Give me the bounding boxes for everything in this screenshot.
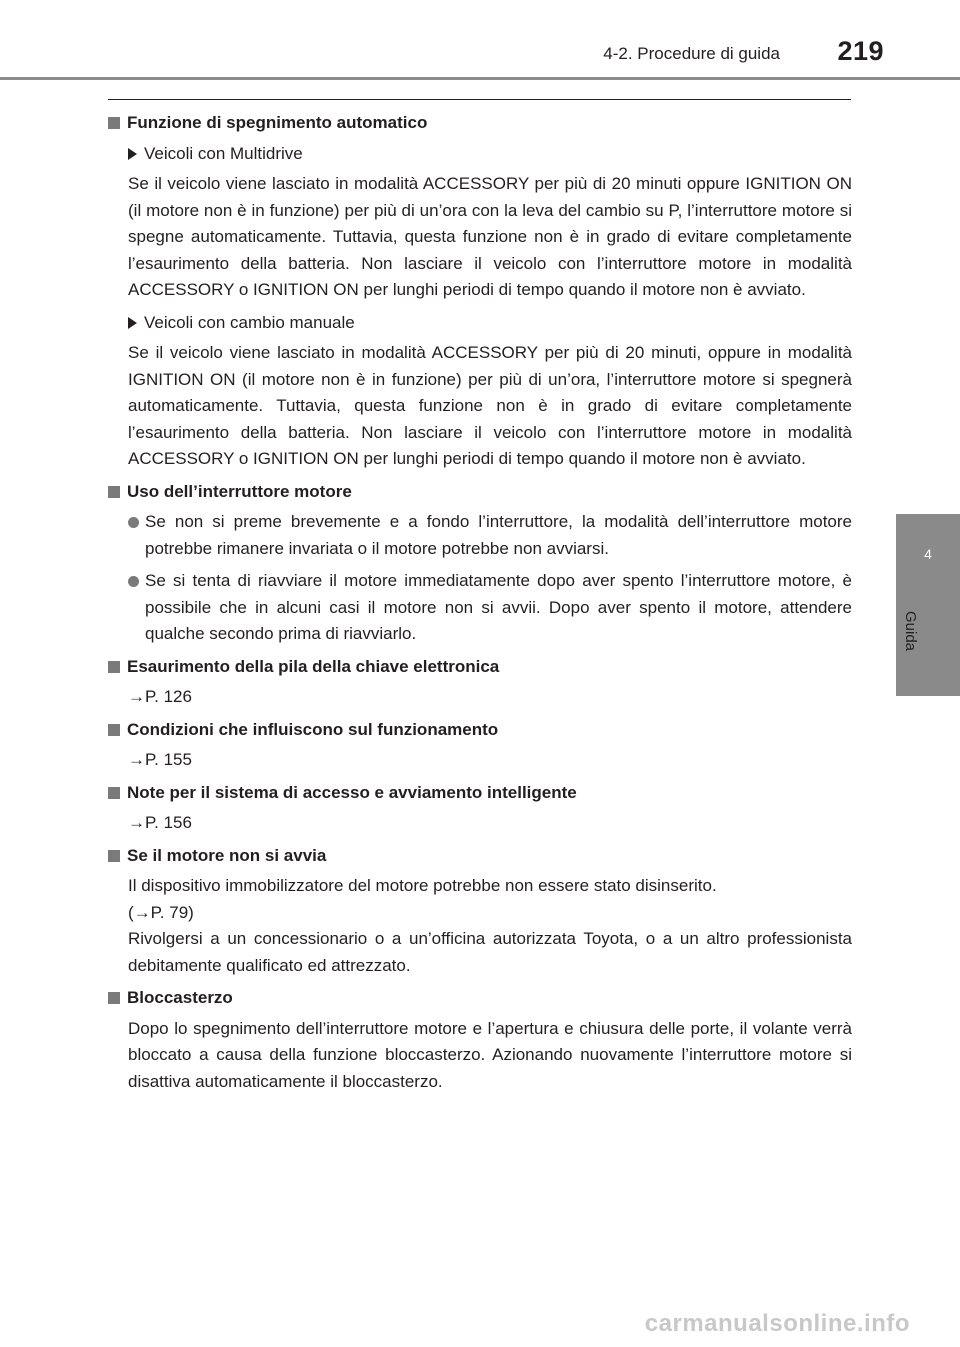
section-switch-use: [108, 479, 852, 648]
section-no-start: [108, 843, 852, 980]
paragraph: Il dispositivo immobilizzatore del motore potrebbe non essere stato disinserito.: [128, 876, 717, 895]
section-steering-lock: [108, 985, 852, 1095]
bullet-item: [108, 568, 852, 648]
header-rule: [0, 77, 960, 80]
square-bullet-icon: [108, 117, 120, 129]
chapter-number: 4: [924, 546, 932, 562]
paragraph: Rivolgersi a un concessionario o a un’officina autorizzata Toyota, o a un altro professionista debitamente qualificato ed attrezzato.: [128, 929, 852, 975]
section-key-battery: [108, 654, 852, 711]
paragraph: Dopo lo spegnimento dell’interruttore motore e l’apertura e chiusura delle porte, il volante verrà bloccato a causa della funzione bloccasterzo. Azionando nuovamente l’interruttore motore si disattiva automaticamente il bloccasterzo.: [128, 1018, 852, 1091]
section-heading: [108, 110, 852, 137]
page-header: [0, 0, 960, 78]
section-conditions: [108, 717, 852, 774]
section-heading: [108, 985, 852, 1012]
watermark: carmanualsonline.info: [644, 1310, 910, 1337]
heading-text: Se il motore non si avvia: [127, 845, 327, 865]
section-heading: [108, 843, 852, 870]
page-content: [108, 110, 852, 1101]
triangle-arrow-icon: [128, 317, 137, 329]
square-bullet-icon: [108, 486, 120, 498]
bullet-text: Se non si preme brevemente e a fondo l’interruttore, la modalità dell’interruttore motore potrebbe rimanere invariata o il motore potrebbe non avviarsi.: [145, 512, 852, 558]
square-bullet-icon: [108, 787, 120, 799]
page-reference: (→P. 79): [128, 902, 194, 922]
section-heading: [108, 717, 852, 744]
bullet-text: Se si tenta di riavviare il motore immediatamente dopo aver spento l’interruttore motore, è possibile che in alcuni casi il motore non si avvii. Dopo aver spento il motore, attendere qualche secondo prima di riavviarlo.: [145, 571, 852, 643]
chapter-label: Guida: [902, 610, 919, 652]
content-top-rule: [108, 99, 851, 100]
section-smart-entry: [108, 780, 852, 837]
paragraph: Se il veicolo viene lasciato in modalità ACCESSORY per più di 20 minuti, oppure in modalità IGNITION ON (il motore non è in funzione) per più di un’ora, l’interruttore motore si spegnerà automaticamente. Tuttavia, questa funzione non è in grado di evitare completamente l’esaurimento della batteria. Non lasciare il veicolo con l’interruttore motore in modalità ACCESSORY o IGNITION ON per lunghi periodi di tempo quando il motore non è avviato.: [128, 343, 852, 468]
heading-text: Uso dell’interruttore motore: [127, 481, 352, 501]
circle-bullet-icon: [128, 509, 145, 520]
subheading: [108, 141, 852, 168]
subheading-text: Veicoli con Multidrive: [144, 143, 303, 163]
paragraph: Se il veicolo viene lasciato in modalità ACCESSORY per più di 20 minuti oppure IGNITION ON (il motore non è in funzione) per più di un’ora con la leva del cambio su P, l’interruttore motore si spegne automaticamente. Tuttavia, questa funzione non è in grado di evitare completamente l’esaurimento della batteria. Non lasciare il veicolo con l’interruttore motore in modalità ACCESSORY o IGNITION ON per lunghi periodi di tempo quando il motore non è avviato.: [128, 174, 852, 299]
circle-bullet-icon: [128, 568, 145, 579]
section-heading: [108, 654, 852, 681]
bullet-item: [108, 509, 852, 562]
subheading-text: Veicoli con cambio manuale: [144, 312, 355, 332]
page-reference: →P. 155: [128, 750, 192, 769]
square-bullet-icon: [108, 661, 120, 673]
heading-text: Condizioni che influiscono sul funzionamento: [127, 719, 499, 739]
square-bullet-icon: [108, 992, 120, 1004]
page-number: 219: [837, 36, 884, 66]
triangle-arrow-icon: [128, 148, 137, 160]
square-bullet-icon: [108, 724, 120, 736]
subheading: [108, 310, 852, 337]
section-title: 4-2. Procedure di guida: [603, 44, 780, 63]
heading-text: Esaurimento della pila della chiave elettronica: [127, 656, 500, 676]
section-auto-off: [108, 110, 852, 473]
heading-text: Bloccasterzo: [127, 988, 233, 1007]
page-reference: →P. 126: [128, 687, 192, 706]
heading-text: Funzione di spegnimento automatico: [127, 113, 428, 132]
section-heading: [108, 479, 852, 506]
section-heading: [108, 780, 852, 807]
square-bullet-icon: [108, 850, 120, 862]
page-reference: →P. 156: [128, 813, 192, 832]
heading-text: Note per il sistema di accesso e avviamento intelligente: [127, 782, 577, 802]
